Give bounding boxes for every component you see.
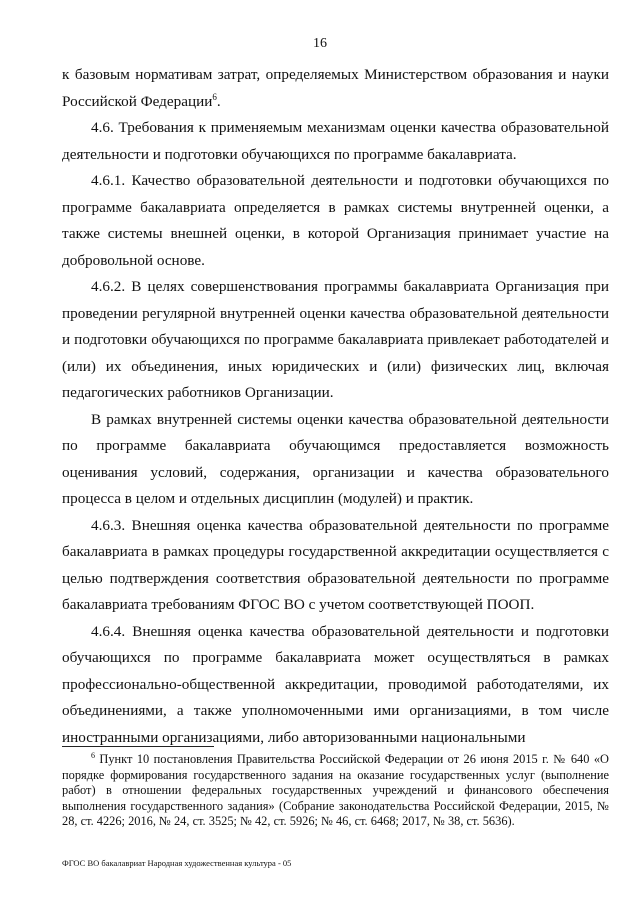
footnote-marker: 6	[91, 750, 95, 760]
footnote-text: Пункт 10 постановления Правительства Российской Федерации от 26 июня 2015 г. № 640 «О порядке формирования государственного задания на оказание государственных услуг (выполнение работ) в отношении федеральных государственных учреждений и финансового обеспечения выполнения государственного задания» (Собрание законодательства Российской Федерации, 2015, № 28, ст. 4226; 2016, № 24, ст. 3525; № 42, ст. 5926; № 46, ст. 6468; 2017, № 38, ст. 5636).	[62, 752, 609, 829]
footnote-reference: 6	[212, 91, 217, 102]
footnote-divider	[62, 746, 214, 747]
paragraph-4-6-3: 4.6.3. Внешняя оценка качества образовательной деятельности по программе бакалавриата в рамках процедуры государственной аккредитации осуществляется с целью подтверждения соответствия образовательной деятельности по программе бакалавриата требованиям ФГОС ВО с учетом соответствующей ПООП.	[62, 516, 609, 613]
paragraph-4-6-2: 4.6.2. В целях совершенствования программы бакалавриата Организация при проведении регулярной внутренней оценки качества образовательной деятельности и подготовки обучающихся по программе бакалавриата привлекает работодателей и (или) их объединения, иных юридических и (или) физических лиц, включая педагогических работников Организации.	[62, 278, 609, 401]
page-number: 16	[313, 36, 327, 51]
paragraph-internal-assessment: В рамках внутренней системы оценки качества образовательной деятельности по программе бакалавриата обучающимся предоставляется возможность оценивания условий, содержания, организации и качества образовательного процесса в целом и отдельных дисциплин (модулей) и практик.	[62, 410, 609, 507]
page-footer: ФГОС ВО бакалавриат Народная художественная культура - 05	[62, 858, 292, 868]
paragraph-continuation: к базовым нормативам затрат, определяемых Министерством образования и науки Российской Федерации$^6$.	[62, 66, 609, 110]
paragraph-4-6-4: 4.6.4. Внешняя оценка качества образовательной деятельности и подготовки обучающихся по программе бакалавриата может осуществляться в рамках профессионально-общественной аккредитации, проводимой работодателями, их объединениями, а также уполномоченными ими организациями, в том числе иностранными организациями, либо авторизованными национальными	[62, 622, 609, 746]
footnote	[62, 752, 609, 830]
paragraph-4-6-1: 4.6.1. Качество образовательной деятельности и подготовки обучающихся по программе бакалавриата определяется в рамках системы внутренней оценки, а также системы внешней оценки, в которой Организация принимает участие на добровольной основе.	[62, 172, 609, 269]
document-body	[62, 62, 609, 751]
paragraph-text: к базовым нормативам затрат, определяемых Министерством образования и науки Российской Федерации	[62, 66, 609, 110]
paragraph-4-6: 4.6. Требования к применяемым механизмам оценки качества образовательной деятельности и подготовки обучающихся по программе бакалавриата.	[62, 119, 609, 163]
